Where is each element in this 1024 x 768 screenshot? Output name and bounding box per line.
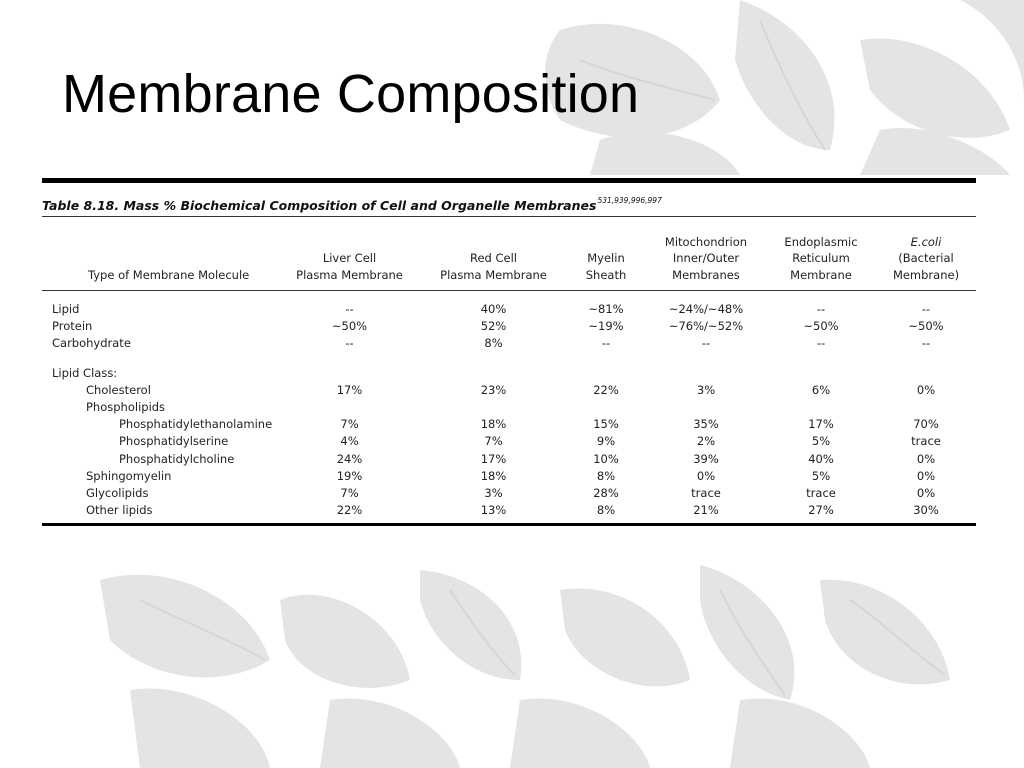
column-header-line: Liver Cell — [322, 251, 377, 265]
table-cell: trace — [911, 434, 941, 449]
table-cell: 6% — [811, 382, 831, 397]
table-cell: -- — [816, 336, 826, 351]
column-header — [876, 217, 976, 290]
table-cell: 7% — [340, 417, 359, 432]
row-label: Phosphatidylserine — [119, 434, 229, 449]
table-cell — [278, 365, 421, 382]
row-label: Cholesterol — [86, 382, 151, 397]
table-cell: 27% — [808, 503, 834, 518]
table-cell: 3% — [696, 382, 716, 397]
column-header — [42, 217, 278, 290]
table-cell: 28% — [593, 486, 619, 501]
table-cell: trace — [691, 486, 721, 501]
row-label: Glycolipids — [86, 486, 149, 501]
table-cell: 17% — [480, 451, 507, 466]
table-caption — [42, 183, 976, 216]
column-header-line: Membrane — [790, 267, 852, 282]
table-cell: ~24%/~48% — [668, 302, 744, 316]
table-cell: 8% — [596, 468, 616, 483]
table-cell: -- — [345, 336, 354, 351]
table-cell: 23% — [480, 382, 507, 397]
table-cell: 40% — [808, 451, 834, 466]
table-cell — [278, 399, 421, 416]
table-cell — [646, 399, 766, 416]
column-header — [566, 217, 646, 290]
table-row — [42, 468, 976, 485]
table-cell: ~81% — [588, 302, 624, 316]
table-cell — [876, 399, 976, 416]
table-cell — [421, 365, 566, 382]
table-cell: 30% — [913, 503, 939, 518]
column-header-line: Sheath — [585, 267, 627, 282]
column-header-line: Myelin — [587, 251, 625, 265]
table-cell: 0% — [916, 451, 936, 466]
table-cell: 22% — [593, 382, 619, 397]
row-label: Other lipids — [86, 503, 153, 518]
table-cell: 39% — [693, 451, 719, 466]
composition-table — [42, 217, 976, 519]
table-cell: ~50% — [331, 319, 368, 334]
table-cell: 2% — [696, 434, 716, 449]
table-cell: 13% — [480, 503, 507, 518]
column-header-line: Reticulum — [792, 251, 850, 265]
table-cell: 9% — [596, 434, 616, 449]
column-header-line: Red Cell — [470, 251, 517, 265]
column-header — [278, 217, 421, 290]
table-header-row — [42, 217, 976, 290]
column-header-line: Membranes — [672, 267, 740, 282]
table-cell: 10% — [593, 451, 619, 466]
table-cell: 19% — [336, 468, 363, 483]
column-header — [766, 217, 876, 290]
table-cell: 17% — [336, 382, 363, 397]
row-label: Phosphatidylcholine — [119, 451, 235, 466]
table-cell: 8% — [484, 336, 503, 351]
table-cell: -- — [345, 302, 354, 316]
row-label: Carbohydrate — [52, 336, 131, 351]
table-row — [42, 433, 976, 450]
table-cell — [646, 365, 766, 382]
table-row — [42, 335, 976, 352]
table-cell: 0% — [696, 468, 716, 483]
row-label: Lipid — [52, 302, 80, 316]
table-cell: 0% — [916, 486, 936, 501]
row-label: Sphingomyelin — [86, 468, 172, 483]
table-cell: -- — [816, 302, 826, 316]
table-row — [42, 318, 976, 335]
table-cell: 21% — [693, 503, 719, 518]
table-row — [42, 416, 976, 433]
table-cell: 52% — [480, 319, 507, 334]
column-header-line: Inner/Outer — [672, 251, 740, 265]
table-row — [42, 451, 976, 468]
table-cell: 24% — [336, 451, 363, 466]
table-cell: trace — [806, 486, 836, 501]
table-row — [42, 485, 976, 502]
column-header — [646, 217, 766, 290]
table-cell: 35% — [693, 417, 719, 432]
table-row — [42, 301, 976, 318]
row-label: Phosphatidylethanolamine — [119, 417, 273, 432]
column-header-line: Plasma Membrane — [440, 267, 547, 282]
column-header-line: Endoplasmic — [784, 234, 858, 249]
table-cell: 7% — [484, 434, 503, 449]
table-cell: 3% — [484, 486, 503, 501]
table-body — [42, 291, 976, 519]
table-cell: 22% — [336, 503, 363, 518]
column-header-line: Type of Membrane Molecule — [88, 267, 250, 282]
column-header — [421, 217, 566, 290]
table-cell: 8% — [596, 503, 616, 518]
table-cell — [566, 365, 646, 382]
table-cell: ~19% — [588, 319, 624, 334]
table-cell: 0% — [916, 382, 936, 397]
table-row — [42, 399, 976, 416]
table-cell: 5% — [811, 434, 831, 449]
column-header-line: (Bacterial — [898, 251, 954, 265]
table-cell: 0% — [916, 468, 936, 483]
column-header-line: Plasma Membrane — [296, 267, 403, 282]
row-label: Phospholipids — [86, 400, 166, 415]
table-cell: -- — [701, 336, 711, 351]
table-cell: 15% — [593, 417, 619, 432]
table-row — [42, 382, 976, 399]
table-cell: 5% — [811, 468, 831, 483]
table-row — [42, 365, 976, 382]
composition-table-block — [42, 178, 976, 526]
table-cell: 18% — [480, 417, 507, 432]
table-cell: 40% — [480, 302, 507, 316]
table-cell: -- — [921, 302, 931, 316]
table-cell: -- — [601, 336, 611, 351]
table-cell: -- — [921, 336, 931, 351]
table-caption-refs: 531,939,996,997 — [597, 196, 662, 205]
column-header-line: Membrane) — [892, 267, 960, 282]
column-header-line: Mitochondrion — [664, 234, 748, 249]
table-row — [42, 502, 976, 519]
table-cell — [766, 399, 876, 416]
table-cell: ~76%/~52% — [668, 319, 744, 334]
table-cell: ~50% — [908, 319, 944, 334]
table-bottom-rule — [42, 523, 976, 526]
table-caption-text: Table 8.18. Mass % Biochemical Composition of Cell and Organelle Membranes — [42, 198, 597, 213]
table-cell: 4% — [340, 434, 359, 449]
table-cell — [421, 399, 566, 416]
row-label: Lipid Class: — [52, 365, 118, 380]
table-cell: 18% — [480, 468, 507, 483]
table-cell — [766, 365, 876, 382]
slide-title: Membrane Composition — [62, 64, 640, 124]
table-cell — [876, 365, 976, 382]
table-cell: 17% — [808, 417, 834, 432]
column-header-line: E.coli — [910, 234, 942, 249]
table-cell: ~50% — [803, 319, 839, 334]
table-cell: 70% — [913, 417, 939, 432]
table-cell: 7% — [340, 486, 359, 501]
row-label: Protein — [52, 319, 93, 334]
table-cell — [566, 399, 646, 416]
